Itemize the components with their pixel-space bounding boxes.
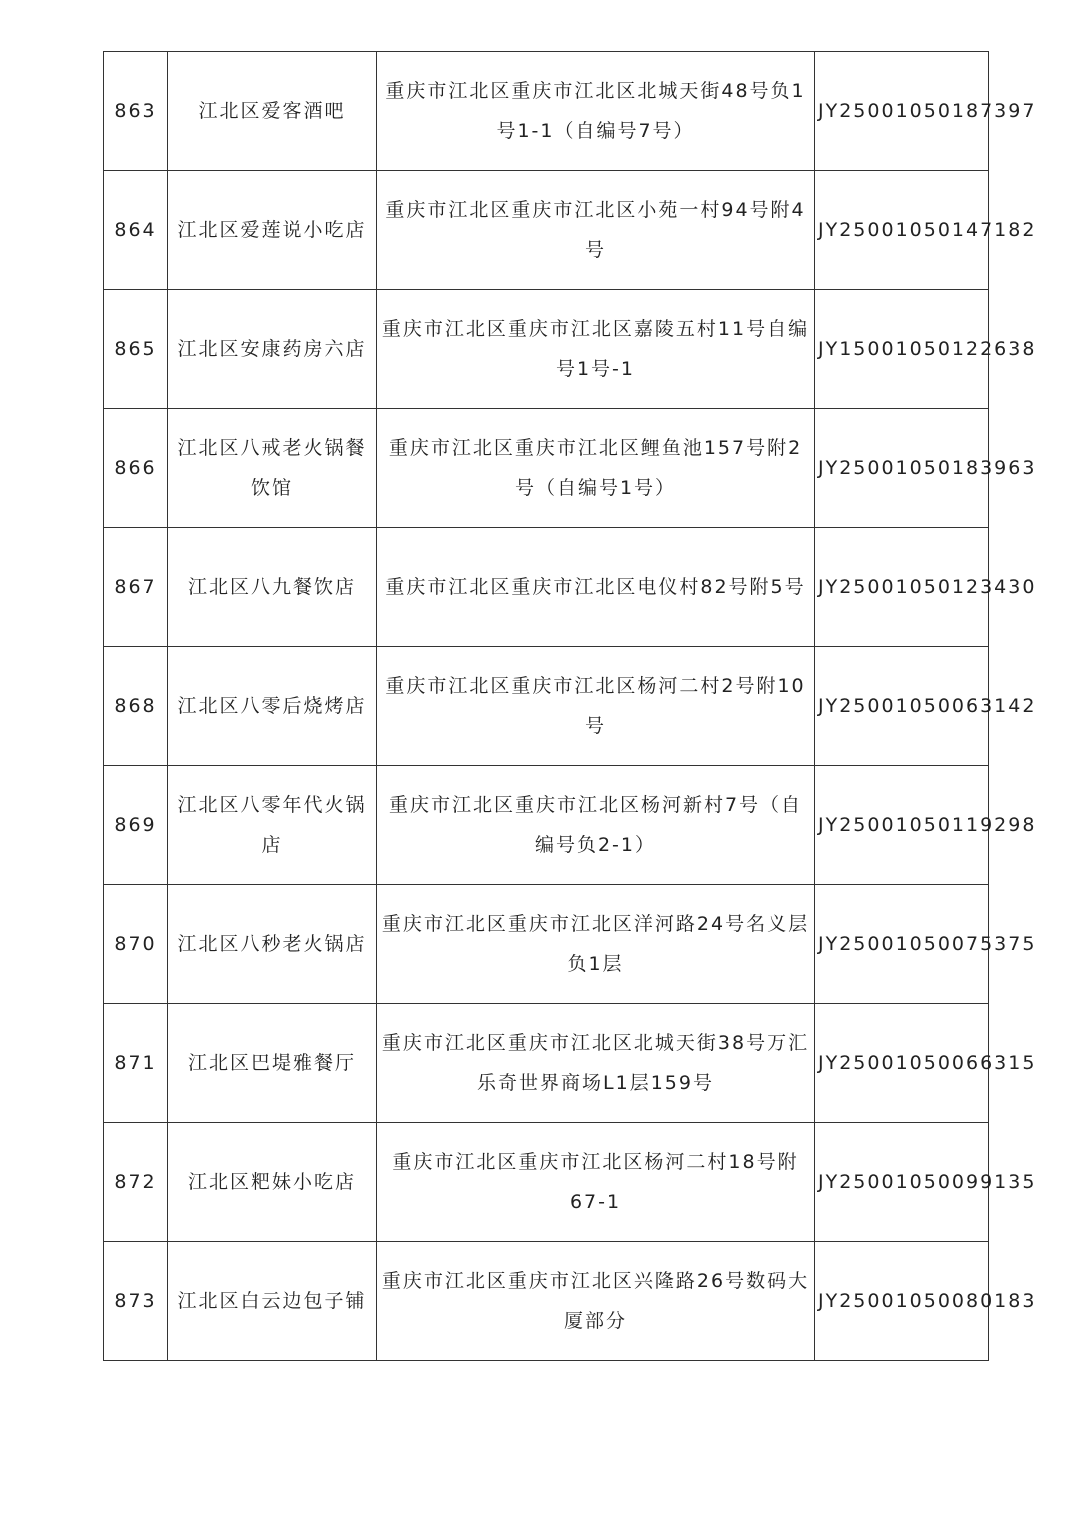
row-number: 872 [104, 1123, 168, 1242]
license-number: JY25001050123430 [815, 528, 989, 647]
business-address: 重庆市江北区重庆市江北区洋河路24号名义层负1层 [377, 885, 815, 1004]
license-number: JY25001050075375 [815, 885, 989, 1004]
table-row [104, 647, 989, 766]
row-number: 866 [104, 409, 168, 528]
row-number: 869 [104, 766, 168, 885]
business-address: 重庆市江北区重庆市江北区北城天街48号负1号1-1（自编号7号） [377, 52, 815, 171]
row-number: 871 [104, 1004, 168, 1123]
business-address: 重庆市江北区重庆市江北区杨河新村7号（自编号负2-1） [377, 766, 815, 885]
row-number: 870 [104, 885, 168, 1004]
license-table [103, 51, 1037, 1361]
business-address: 重庆市江北区重庆市江北区小苑一村94号附4号 [377, 171, 815, 290]
table-row [104, 1004, 989, 1123]
license-number: JY15001050122638 [815, 290, 989, 409]
business-address: 重庆市江北区重庆市江北区北城天街38号万汇乐奇世界商场L1层159号 [377, 1004, 815, 1123]
table-row [104, 885, 989, 1004]
business-name: 江北区巴堤雅餐厅 [168, 1004, 377, 1123]
table-row [104, 290, 989, 409]
business-address: 重庆市江北区重庆市江北区杨河二村18号附67-1 [377, 1123, 815, 1242]
business-name: 江北区八戒老火锅餐饮馆 [168, 409, 377, 528]
business-name: 江北区安康药房六店 [168, 290, 377, 409]
row-number: 864 [104, 171, 168, 290]
table-row [104, 52, 989, 171]
row-number: 873 [104, 1242, 168, 1361]
table-row [104, 171, 989, 290]
table-row [104, 1242, 989, 1361]
business-name: 江北区白云边包子铺 [168, 1242, 377, 1361]
license-number: JY25001050080183 [815, 1242, 989, 1361]
row-number: 863 [104, 52, 168, 171]
business-name: 江北区八零后烧烤店 [168, 647, 377, 766]
row-number: 867 [104, 528, 168, 647]
business-address: 重庆市江北区重庆市江北区兴隆路26号数码大厦部分 [377, 1242, 815, 1361]
table-row [104, 1123, 989, 1242]
license-number: JY25001050187397 [815, 52, 989, 171]
license-number: JY25001050066315 [815, 1004, 989, 1123]
license-number: JY25001050147182 [815, 171, 989, 290]
table-row [104, 409, 989, 528]
business-name: 江北区八九餐饮店 [168, 528, 377, 647]
business-address: 重庆市江北区重庆市江北区鲤鱼池157号附2号（自编号1号） [377, 409, 815, 528]
business-name: 江北区爱客酒吧 [168, 52, 377, 171]
business-address: 重庆市江北区重庆市江北区杨河二村2号附10号 [377, 647, 815, 766]
row-number: 865 [104, 290, 168, 409]
row-number: 868 [104, 647, 168, 766]
table-row [104, 766, 989, 885]
business-name: 江北区爱莲说小吃店 [168, 171, 377, 290]
table-row [104, 528, 989, 647]
license-number: JY25001050119298 [815, 766, 989, 885]
business-name: 江北区八秒老火锅店 [168, 885, 377, 1004]
license-number: JY25001050183963 [815, 409, 989, 528]
license-number: JY25001050063142 [815, 647, 989, 766]
business-name: 江北区八零年代火锅店 [168, 766, 377, 885]
business-address: 重庆市江北区重庆市江北区嘉陵五村11号自编号1号-1 [377, 290, 815, 409]
license-number: JY25001050099135 [815, 1123, 989, 1242]
business-name: 江北区粑妹小吃店 [168, 1123, 377, 1242]
business-address: 重庆市江北区重庆市江北区电仪村82号附5号 [377, 528, 815, 647]
